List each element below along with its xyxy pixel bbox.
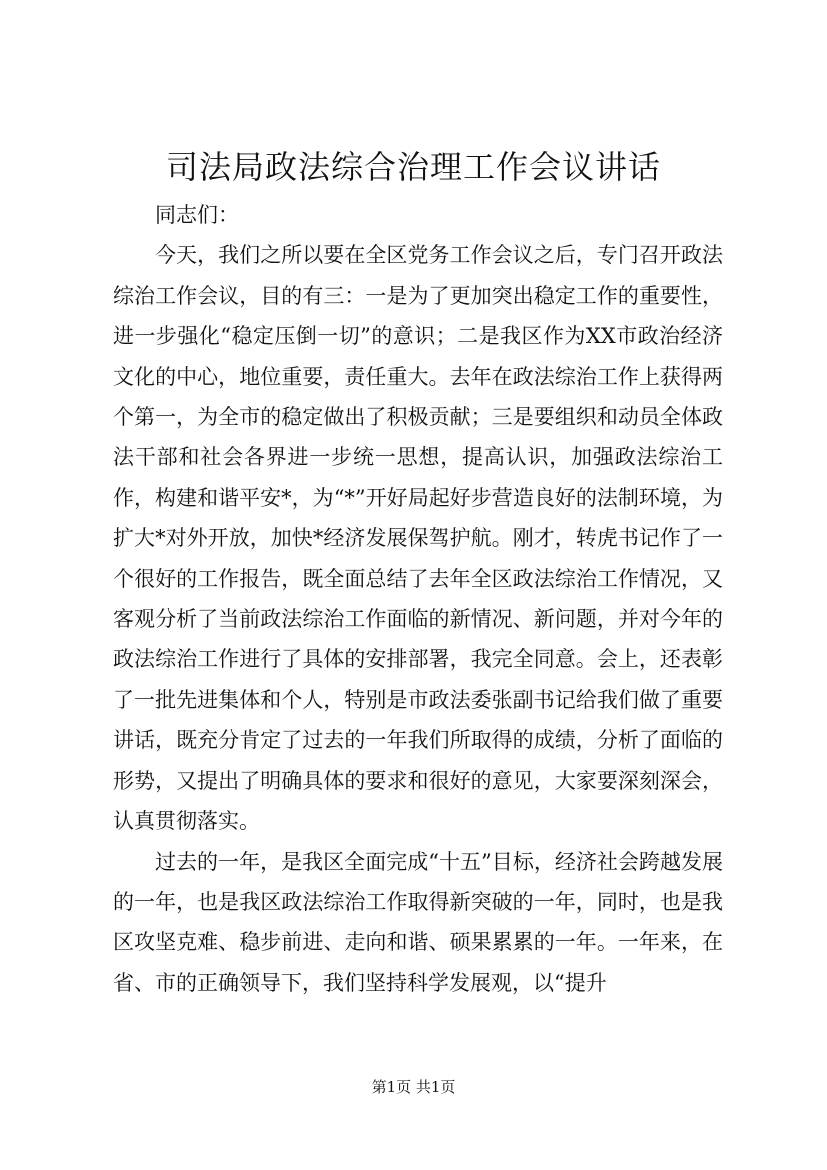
document-title: 司法局政法综合治理工作会议讲话	[165, 148, 661, 186]
salutation: 同志们：	[155, 203, 239, 227]
page-footer: 第1页 共1页	[371, 1078, 456, 1096]
paragraph-2: 过去的一年，是我区全面完成“十五”目标，经济社会跨越发展的一年，也是我区政法综治工作取得新突破的一年，同时，也是我区攻坚克难、稳步前进、走向和谐、硕果累累的一年。一年来，在省、市的正确领导下，我们坚持科学发展观，以“提升	[113, 849, 723, 995]
paragraph-1: 今天，我们之所以要在全区党务工作会议之后，专门召开政法综治工作会议，目的有三：一是为了更加突出稳定工作的重要性，进一步强化“稳定压倒一切”的意识；二是我区作为XX市政治经济文化的中心，地位重要，责任重大。去年在政法综治工作上获得两个第一，为全市的稳定做出了积极贡献；三是要组织和动员全体政法干部和社会各界进一步统一思想，提高认识，加强政法综治工作，构建和谐平安*，为“*”开好局起好步营造良好的法制环境，为扩大*对外开放，加快*经济发展保驾护航。刚才，转虎书记作了一个很好的工作报告，既全面总结了去年全区政法综治工作情况，又客观分析了当前政法综治工作面临的新情况、新问题，并对今年的政法综治工作进行了具体的安排部署，我完全同意。会上，还表彰了一批先进集体和个人，特别是市政法委张副书记给我们做了重要讲话，既充分肯定了过去的一年我们所取得的成绩，分析了面临的形势，又提出了明确具体的要求和很好的意见，大家要深刻深会，认真贯彻落实。	[113, 243, 723, 834]
document-body	[113, 195, 723, 1003]
